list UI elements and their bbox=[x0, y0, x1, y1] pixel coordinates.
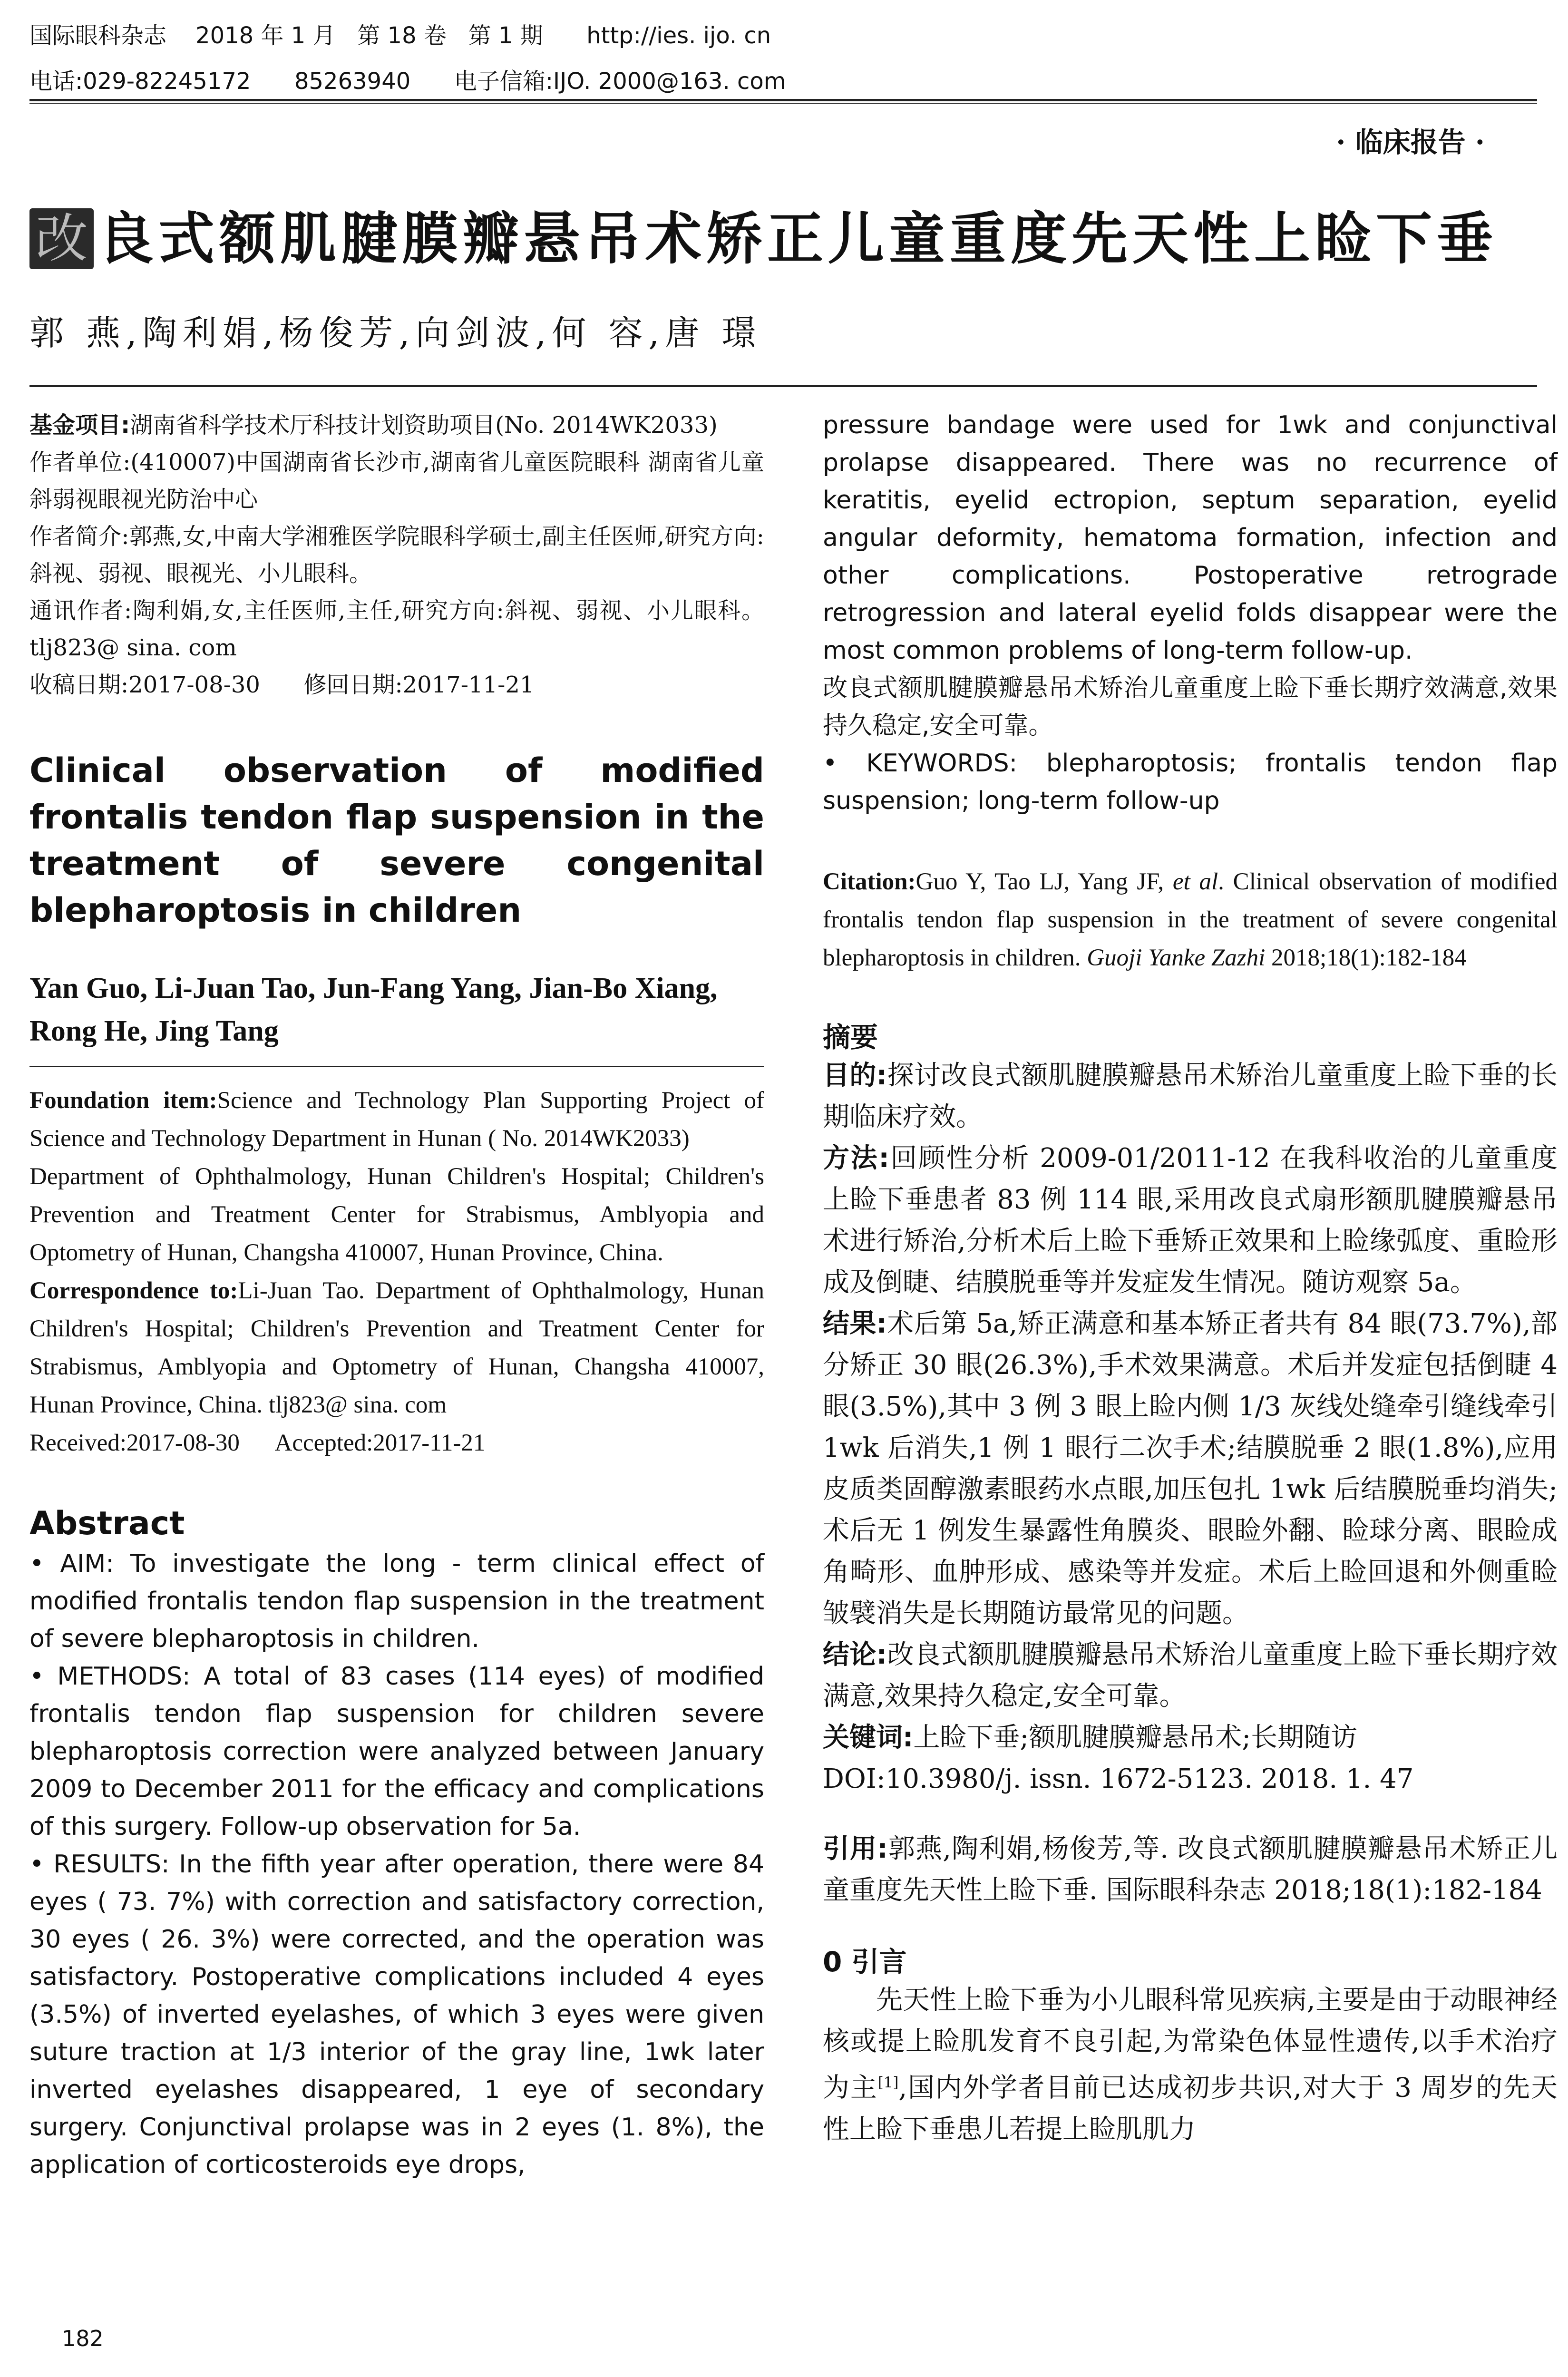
department: Department of Ophthalmology, Hunan Children's Hospital; Children's Prevention and Treatment Center for Strabismus, Amblyopia and Optometry of Hunan, Changsha 410007, Hunan Province, China. bbox=[29, 1163, 764, 1266]
introduction-heading: 0 引言 bbox=[823, 1946, 907, 1978]
journal-header-line2: 电话:029-82245172 85263940 电子信箱:IJO. 2000@163. com bbox=[29, 68, 786, 95]
correspondence: Correspondence to:Li-Juan Tao. Department of Ophthalmology, Hunan Children's Hospital; Children's Prevention and Treatment Center for Strabismus, Amblyopia and Optometry of Hunan, Changsha 410007, Hunan Province, China. tlj823@ sina. com bbox=[29, 1277, 765, 1418]
cn-keywords: 关键词:上睑下垂;额肌腱膜瓣悬吊术;长期随访 bbox=[823, 1722, 1358, 1753]
cn-results: 结果:术后第 5a,矫正满意和基本矫正者共有 84 眼(73.7%),部分矫正 30 眼(26.3%),手术效果满意。术后并发症包括倒睫 4 眼(3.5%),其中 3 例 3 眼上睑内侧 1/3 灰线处缝牵引缝线牵引 1wk 后消失,1 例 1 眼行二次手术;结膜脱垂 2 眼(1.8%),应用皮质类固醇激素眼药水点眼,加压包扎 1wk 后结膜脱垂均消失;术后无 1 例发生暴露性角膜炎、眼睑外翻、睑球分离、眼睑成角畸形、血肿形成、感染等并发症。术后上睑回退和外侧重睑皱襞消失是长期随访最常见的问题。 bbox=[823, 1308, 1558, 1629]
abstract-aim: • AIM: To investigate the long - term clinical effect of modified frontalis tendon flap suspension in the treatment of severe blepharoptosis in children. bbox=[29, 1549, 764, 1653]
chinese-abstract-heading: 摘要 bbox=[823, 1021, 878, 1053]
introduction-text: 先天性上睑下垂为小儿眼科常见疾病,主要是由于动眼神经核或提上睑肌发育不良引起,为常染色体显性遗传,以手术治疗为主[1],国内外学者目前已达成初步共识,对大于 3 周岁的先天性上睑下垂患儿若提上睑肌肌力 bbox=[823, 1985, 1558, 2145]
abstract-keywords: • KEYWORDS: blepharoptosis; frontalis tendon flap suspension; long-term follow-up bbox=[823, 749, 1558, 815]
doi: DOI:10.3980/j. issn. 1672-5123. 2018. 1. 47 bbox=[823, 1763, 1414, 1794]
authors-rule bbox=[29, 1066, 764, 1067]
title-first-char-box: 改 bbox=[29, 208, 94, 269]
english-authors: Yan Guo, Li-Juan Tao, Jun-Fang Yang, Jian-Bo Xiang, Rong He, Jing Tang bbox=[29, 972, 718, 1047]
chinese-citation: 引用:郭燕,陶利娟,杨俊芳,等. 改良式额肌腱膜瓣悬吊术矫正儿童重度先天性上睑下垂. 国际眼科杂志 2018;18(1):182-184 bbox=[823, 1833, 1558, 1906]
abstract-methods: • METHODS: A total of 83 cases (114 eyes) of modified frontalis tendon flap suspension for children severe blepharoptosis correction were analyzed between January 2009 to December 2011 for the efficacy and complications of this surgery. Follow-up observation for 5a. bbox=[29, 1662, 764, 1841]
header-rule bbox=[29, 99, 1537, 101]
foundation-item: Foundation item:Science and Technology Plan Supporting Project of Science and Technology Department in Hunan ( No. 2014WK2033) bbox=[29, 1087, 764, 1152]
authors-chinese: 郭 燕,陶利娟,杨俊芳,向剑波,何 容,唐 璟 bbox=[29, 313, 762, 353]
journal-header-line1: 国际眼科杂志 2018 年 1 月 第 18 卷 第 1 期 http://ies. ijo. cn bbox=[29, 22, 771, 49]
received-accepted: Received:2017-08-30 Accepted:2017-11-21 bbox=[29, 1430, 486, 1456]
abstract-results: • RESULTS: In the fifth year after operation, there were 84 eyes ( 73. 7%) with correction and satisfactory correction, 30 eyes ( 26. 3%) were corrected, and the operation was satisfactory. Postoperative complications included 4 eyes (3.5%) of inverted eyelashes, of which 3 eyes were given suture traction at 1/3 interior of the gray line, 1wk later inverted eyelashes disappeared, 1 eye of secondary surgery. Conjunctival prolapse was in 2 eyes (1. 8%), the application of corticosteroids eye drops, bbox=[29, 1850, 764, 2179]
citation: Citation:Guo Y, Tao LJ, Yang JF, et al. Clinical observation of modified frontalis tendon flap suspension in the treatment of severe congenital blepharoptosis in children. Guoji Yanke Zazhi 2018;18(1):182-184 bbox=[823, 868, 1558, 971]
abstract-results-continued: pressure bandage were used for 1wk and conjunctival prolapse disappeared. There was no recurrence of keratitis, eyelid ectropion, septum separation, eyelid angular deformity, hematoma formation, infection and other complications. Postoperative retrograde retrogression and lateral eyelid folds disappear were the most common problems of long-term follow-up. bbox=[823, 411, 1558, 665]
cn-methods: 方法:回顾性分析 2009-01/2011-12 在我科收治的儿童重度上睑下垂患者 83 例 114 眼,采用改良式扇形额肌腱膜瓣悬吊术进行矫治,分析术后上睑下垂矫正效果和上睑缘弧度、重睑形成及倒睫、结膜脱垂等并发症发生情况。随访观察 5a。 bbox=[823, 1143, 1558, 1298]
corresponding-author: 通讯作者:陶利娟,女,主任医师,主任,研究方向:斜视、弱视、小儿眼科。tlj823@ sina. com bbox=[29, 597, 764, 661]
cn-conclusion: 结论:改良式额肌腱膜瓣悬吊术矫治儿童重度上睑下垂长期疗效满意,效果持久稳定,安全可靠。 bbox=[823, 1639, 1558, 1712]
abstract-heading: Abstract bbox=[29, 1505, 185, 1542]
cn-aim: 目的:探讨改良式额肌腱膜瓣悬吊术矫治儿童重度上睑下垂的长期临床疗效。 bbox=[823, 1060, 1558, 1132]
dates-cn: 收稿日期:2017-08-30 修回日期:2017-11-21 bbox=[29, 672, 535, 698]
right-column bbox=[823, 407, 1558, 2150]
english-title: Clinical observation of modified frontalis tendon flap suspension in the treatment of severe congenital blepharoptosis in children bbox=[29, 751, 764, 930]
header-rule-thin bbox=[29, 103, 1537, 104]
title-rule bbox=[29, 385, 1537, 387]
page-number: 182 bbox=[62, 2326, 104, 2351]
article-title: 良式额肌腱膜瓣悬吊术矫正儿童重度先天性上睑下垂 bbox=[97, 206, 1498, 272]
abstract-conclusion: 改良式额肌腱膜瓣悬吊术矫治儿童重度上睑下垂长期疗效满意,效果持久稳定,安全可靠。 bbox=[823, 674, 1558, 740]
author-unit: 作者单位:(410007)中国湖南省长沙市,湖南省儿童医院眼科 湖南省儿童斜弱视眼视光防治中心 bbox=[29, 449, 764, 513]
section-tag: · 临床报告 · bbox=[1336, 126, 1485, 158]
fund-info: 基金项目:湖南省科学技术厅科技计划资助项目(No. 2014WK2033) bbox=[29, 412, 718, 438]
author-intro: 作者简介:郭燕,女,中南大学湘雅医学院眼科学硕士,副主任医师,研究方向:斜视、弱视、眼视光、小儿眼科。 bbox=[29, 523, 764, 587]
left-column bbox=[29, 407, 764, 2184]
